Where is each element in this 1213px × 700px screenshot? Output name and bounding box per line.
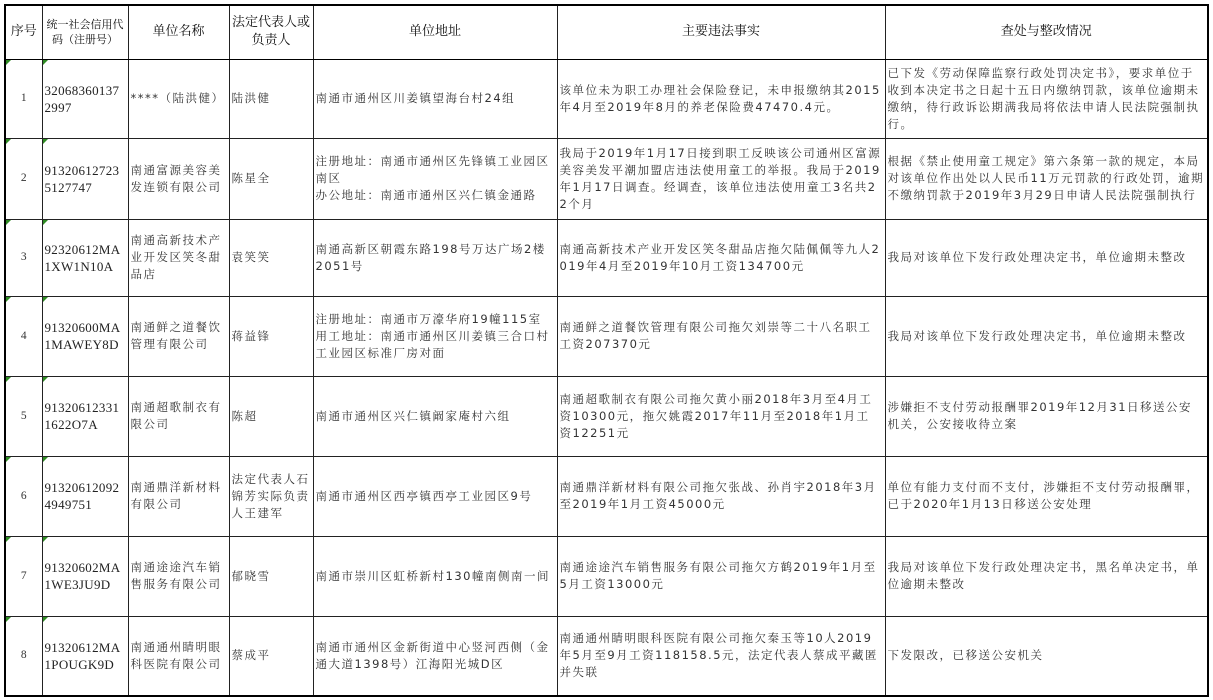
cell-seq[interactable] bbox=[5, 138, 42, 219]
cell-seq[interactable] bbox=[5, 296, 42, 376]
legal-rep-text: 法定代表人石锦芳实际负责人王建军 bbox=[231, 471, 310, 520]
table-row bbox=[5, 376, 1208, 456]
cell-violation-facts[interactable] bbox=[557, 138, 885, 219]
cell-unit-name[interactable] bbox=[128, 376, 229, 456]
unit-name-text: 南通超歌制衣有限公司 bbox=[130, 400, 222, 431]
error-indicator-icon bbox=[43, 297, 48, 302]
address-text: 注册地址：南通市通州区先锋镇工业园区南区 办公地址：南通市通州区兴仁镇金通路 bbox=[315, 154, 550, 202]
cell-legal-rep[interactable] bbox=[229, 59, 313, 138]
cell-handling[interactable] bbox=[885, 376, 1208, 456]
cell-handling[interactable] bbox=[885, 138, 1208, 219]
address-text: 南通市通州区金新街道中心竖河西侧（金通大道1398号）江海阳光城D区 bbox=[315, 639, 550, 671]
cell-handling[interactable] bbox=[885, 456, 1208, 536]
error-indicator-icon bbox=[6, 60, 11, 65]
unit-name-text: 南通高新技术产业开发区笑冬甜品店 bbox=[130, 233, 222, 281]
table-row bbox=[5, 296, 1208, 376]
cell-legal-rep[interactable] bbox=[229, 376, 313, 456]
cell-credit-code[interactable] bbox=[42, 616, 128, 696]
cell-legal-rep[interactable] bbox=[229, 296, 313, 376]
cell-address[interactable] bbox=[313, 376, 557, 456]
cell-credit-code[interactable] bbox=[42, 456, 128, 536]
seq-text: 6 bbox=[20, 489, 27, 502]
cell-legal-rep[interactable] bbox=[229, 616, 313, 696]
cell-credit-code[interactable] bbox=[42, 536, 128, 616]
handling-text: 涉嫌拒不支付劳动报酬罪2019年12月31日移送公安机关，公安接收待立案 bbox=[887, 400, 1193, 431]
cell-seq[interactable] bbox=[5, 59, 42, 138]
cell-violation-facts[interactable] bbox=[557, 536, 885, 616]
cell-address[interactable] bbox=[313, 59, 557, 138]
cell-seq[interactable] bbox=[5, 376, 42, 456]
address-text: 南通市通州区川姜镇望海台村24组 bbox=[315, 91, 516, 105]
cell-address[interactable] bbox=[313, 219, 557, 296]
error-indicator-icon bbox=[6, 220, 11, 225]
unit-name-text: 南通途途汽车销售服务有限公司 bbox=[130, 560, 222, 591]
legal-rep-text: 郁晓雪 bbox=[231, 568, 271, 583]
error-indicator-icon bbox=[6, 617, 11, 622]
cell-handling[interactable] bbox=[885, 616, 1208, 696]
error-indicator-icon bbox=[6, 297, 11, 302]
credit-code-text: 913206123311622O7A bbox=[44, 400, 120, 432]
cell-address[interactable] bbox=[313, 296, 557, 376]
seq-text: 2 bbox=[20, 172, 27, 184]
handling-text: 下发限改，已移送公安机关 bbox=[887, 648, 1044, 663]
cell-unit-name[interactable] bbox=[128, 219, 229, 296]
cell-credit-code[interactable] bbox=[42, 376, 128, 456]
violation-facts-text: 南通鼎洋新材料有限公司拖欠张战、孙肖宇2018年3月至2019年1月工资45000元 bbox=[559, 480, 877, 511]
seq-text: 8 bbox=[20, 649, 27, 662]
violation-facts-text: 该单位未为职工办理社会保险登记，未申报缴纳其2015年4月至2019年8月的养老保险费47470.4元。 bbox=[559, 82, 881, 114]
handling-text: 单位有能力支付而不支付，涉嫌拒不支付劳动报酬罪，已于2020年1月13日移送公安处理 bbox=[887, 480, 1200, 511]
cell-credit-code[interactable] bbox=[42, 59, 128, 138]
cell-handling[interactable] bbox=[885, 219, 1208, 296]
table-row bbox=[5, 219, 1208, 296]
unit-name-text: ****（陆洪健） bbox=[130, 91, 225, 105]
violation-facts-text: 南通鲜之道餐饮管理有限公司拖欠刘崇等二十八名职工工资207370元 bbox=[559, 320, 872, 351]
header-handling: 查处与整改情况 bbox=[885, 5, 1208, 59]
cell-address[interactable] bbox=[313, 536, 557, 616]
legal-rep-text: 蔡成平 bbox=[231, 648, 271, 663]
header-row bbox=[5, 5, 1208, 59]
unit-name-text: 南通通州睛明眼科医院有限公司 bbox=[130, 639, 222, 671]
violations-table bbox=[4, 4, 1209, 697]
address-text: 南通市通州区兴仁镇阚家庵村六组 bbox=[315, 408, 511, 423]
error-indicator-icon bbox=[43, 457, 48, 462]
cell-credit-code[interactable] bbox=[42, 138, 128, 219]
handling-text: 我局对该单位下发行政处理决定书，黑名单决定书，单位逾期未整改 bbox=[887, 560, 1200, 591]
error-indicator-icon bbox=[43, 139, 48, 144]
unit-name-text: 南通鲜之道餐饮管理有限公司 bbox=[130, 320, 222, 351]
cell-violation-facts[interactable] bbox=[557, 219, 885, 296]
handling-text: 已下发《劳动保障监察行政处罚决定书》，要求单位于收到本决定书之日起十五日内缴纳罚款，该单位逾期未缴纳，待行政诉讼期满我局将依法申请人民法院强制执行。 bbox=[887, 65, 1200, 131]
credit-code-text: 320683601372997 bbox=[44, 82, 120, 115]
cell-unit-name[interactable] bbox=[128, 296, 229, 376]
error-indicator-icon bbox=[6, 537, 11, 542]
cell-unit-name[interactable] bbox=[128, 138, 229, 219]
cell-seq[interactable] bbox=[5, 616, 42, 696]
legal-rep-text: 陆洪健 bbox=[231, 91, 271, 105]
cell-legal-rep[interactable] bbox=[229, 138, 313, 219]
seq-text: 1 bbox=[20, 92, 27, 104]
error-indicator-icon bbox=[43, 537, 48, 542]
address-text: 南通市崇川区虹桥新村130幢南侧南一间 bbox=[315, 568, 550, 583]
legal-rep-text: 蒋益锋 bbox=[231, 328, 271, 343]
violation-facts-text: 我局于2019年1月17日接到职工反映该公司通州区富源美容美发平潮加盟店违法使用童工的举报。我局于2019年1月17日调查。经调查，该单位违法使用童工3名共22个月 bbox=[559, 145, 882, 211]
legal-rep-text: 陈星全 bbox=[231, 171, 271, 185]
error-indicator-icon bbox=[6, 457, 11, 462]
credit-code-text: 91320602MA1WE3JU9D bbox=[44, 560, 121, 592]
header-credit-code: 统一社会信用代码（注册号） bbox=[42, 5, 128, 59]
cell-legal-rep[interactable] bbox=[229, 219, 313, 296]
violation-facts-text: 南通途途汽车销售服务有限公司拖欠方鹤2019年1月至5月工资13000元 bbox=[559, 560, 877, 591]
seq-text: 4 bbox=[20, 329, 27, 342]
header-address: 单位地址 bbox=[313, 5, 557, 59]
handling-text: 根据《禁止使用童工规定》第六条第一款的规定，本局对该单位作出处以人民币11万元罚款的行政处罚，逾期不缴纳罚款于2019年3月29日申请人民法院强制执行 bbox=[887, 154, 1205, 202]
header-unit-name: 单位名称 bbox=[128, 5, 229, 59]
address-text: 南通高新区朝霞东路198号万达广场2楼2051号 bbox=[315, 241, 546, 273]
cell-violation-facts[interactable] bbox=[557, 59, 885, 138]
error-indicator-icon bbox=[43, 220, 48, 225]
cell-address[interactable] bbox=[313, 456, 557, 536]
credit-code-text: 91320612MA1POUGK9D bbox=[44, 639, 121, 672]
header-legal-rep: 法定代表人或负责人 bbox=[229, 5, 313, 59]
violation-facts-text: 南通通州睛明眼科医院有限公司拖欠秦玉等10人2019年5月至9月工资118158.5元，法定代表人蔡成平藏匿并失联 bbox=[559, 631, 879, 680]
credit-code-text: 91320600MA1MAWEY8D bbox=[44, 320, 121, 352]
cell-address[interactable] bbox=[313, 616, 557, 696]
cell-unit-name[interactable] bbox=[128, 59, 229, 138]
cell-seq[interactable] bbox=[5, 219, 42, 296]
legal-rep-text: 陈超 bbox=[231, 408, 258, 423]
credit-code-text: 92320612MA1XW1N10A bbox=[44, 241, 121, 274]
seq-text: 7 bbox=[20, 569, 27, 582]
cell-seq[interactable] bbox=[5, 456, 42, 536]
cell-unit-name[interactable] bbox=[128, 616, 229, 696]
cell-credit-code[interactable] bbox=[42, 219, 128, 296]
violation-facts-text: 南通超歌制衣有限公司拖欠黄小丽2018年3月至4月工资10300元，拖欠姚霞2017年11月至2018年1月工资12251元 bbox=[559, 391, 873, 440]
address-text: 南通市通州区西亭镇西亭工业园区9号 bbox=[315, 488, 533, 503]
handling-text: 我局对该单位下发行政处理决定书，单位逾期未整改 bbox=[887, 328, 1187, 343]
error-indicator-icon bbox=[43, 617, 48, 622]
cell-unit-name[interactable] bbox=[128, 456, 229, 536]
header-violation-facts: 主要违法事实 bbox=[557, 5, 885, 59]
seq-text: 5 bbox=[20, 409, 27, 422]
cell-handling[interactable] bbox=[885, 59, 1208, 138]
credit-code-text: 913206120924949751 bbox=[44, 480, 120, 512]
cell-credit-code[interactable] bbox=[42, 296, 128, 376]
cell-handling[interactable] bbox=[885, 536, 1208, 616]
header-seq: 序号 bbox=[5, 5, 42, 59]
cell-violation-facts[interactable] bbox=[557, 376, 885, 456]
violation-facts-text: 南通高新技术产业开发区笑冬甜品店拖欠陆佩佩等九人2019年4月至2019年10月工资134700元 bbox=[559, 241, 881, 273]
table-row bbox=[5, 59, 1208, 138]
cell-unit-name[interactable] bbox=[128, 536, 229, 616]
cell-legal-rep[interactable] bbox=[229, 456, 313, 536]
table-row bbox=[5, 616, 1208, 696]
table-row bbox=[5, 536, 1208, 616]
error-indicator-icon bbox=[43, 377, 48, 382]
handling-text: 我局对该单位下发行政处理决定书，单位逾期未整改 bbox=[887, 250, 1187, 264]
error-indicator-icon bbox=[6, 377, 11, 382]
address-text: 注册地址：南通市万濠华府19幢115室 用工地址：南通市通州区川姜镇三合口村工业园区标准厂房对面 bbox=[315, 311, 550, 360]
cell-address[interactable] bbox=[313, 138, 557, 219]
legal-rep-text: 袁笑笑 bbox=[231, 250, 271, 264]
error-indicator-icon bbox=[6, 139, 11, 144]
cell-seq[interactable] bbox=[5, 536, 42, 616]
cell-handling[interactable] bbox=[885, 296, 1208, 376]
cell-violation-facts[interactable] bbox=[557, 616, 885, 696]
cell-violation-facts[interactable] bbox=[557, 456, 885, 536]
seq-text: 3 bbox=[20, 251, 27, 263]
unit-name-text: 南通富源美容美发连锁有限公司 bbox=[130, 162, 222, 194]
error-indicator-icon bbox=[43, 60, 48, 65]
unit-name-text: 南通鼎洋新材料有限公司 bbox=[130, 480, 222, 511]
credit-code-text: 913206127235127747 bbox=[44, 162, 120, 195]
cell-legal-rep[interactable] bbox=[229, 536, 313, 616]
cell-violation-facts[interactable] bbox=[557, 296, 885, 376]
table-row bbox=[5, 138, 1208, 219]
table-row bbox=[5, 456, 1208, 536]
